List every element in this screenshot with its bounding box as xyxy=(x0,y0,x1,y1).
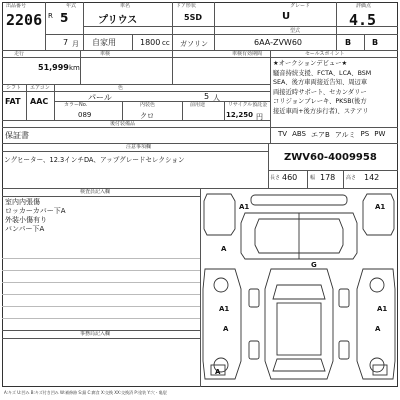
legend-text: A:キズ U:凹み B:キズ付き凹み W:補修跡 S:錆 C:腐食 X:交換 XX:交換済 P:塗装 Y:穴・亀裂 xyxy=(4,390,167,395)
shift: FAT xyxy=(5,97,21,106)
warranty: 保証書 xyxy=(5,131,29,140)
type-label: 型式 xyxy=(290,28,301,34)
inspection-label: 車検 xyxy=(100,51,111,57)
sales-line: 騒音持続支援、FCTA、LCA、BSM xyxy=(273,69,372,77)
yen-unit: 円 xyxy=(256,113,263,121)
length-label: 長さ xyxy=(270,175,281,181)
equipment-pw: PW xyxy=(374,130,386,138)
height-label: 高さ xyxy=(346,175,357,181)
sales-point-text xyxy=(273,59,397,116)
air-conditioner: AAC xyxy=(30,97,49,106)
color: パール xyxy=(88,93,112,102)
year-label: 年式 xyxy=(66,3,77,9)
displacement: 1800 xyxy=(140,38,161,47)
equipment-airbag: エアB xyxy=(311,131,330,139)
notes-title: 注意事項欄 xyxy=(126,144,152,150)
inspector-line: 外装小傷有り xyxy=(5,216,47,224)
inspection-period-label: 車検有効期間 xyxy=(232,51,263,57)
lot-number: 2206 xyxy=(6,11,43,29)
interior-color: クロ xyxy=(140,112,154,120)
mark-g-roof: G xyxy=(311,261,317,269)
odo-unit: km xyxy=(69,64,80,72)
year: 5 xyxy=(60,11,69,25)
notes-text: ングヒーター、12.3インチDA、アップグレードセレクション xyxy=(4,156,185,164)
mark-a-left: A xyxy=(221,245,227,253)
equipment-ps: PS xyxy=(360,130,370,138)
mark-a1-rear-right: A1 xyxy=(375,203,386,211)
seats: 5 xyxy=(204,92,210,101)
model-name: プリウス xyxy=(98,15,138,26)
sales-line: SEA、後方車両接近告知、周辺車 xyxy=(273,79,368,86)
equipment-alloy: アルミ xyxy=(334,131,356,139)
era: R xyxy=(48,12,53,20)
ac-label: エアコン xyxy=(30,85,50,91)
height: 142 xyxy=(364,173,380,182)
prev-use-label: 前用途 xyxy=(190,102,206,108)
inspector-line: 室内内張傷 xyxy=(5,198,40,206)
width-label: 幅 xyxy=(310,175,316,181)
mark-a-rear-bumper: A xyxy=(215,368,221,376)
odo-label: 走行 xyxy=(14,51,25,57)
length: 460 xyxy=(282,173,298,182)
interior-color-label: 内装色 xyxy=(140,102,156,108)
shift-label: シフト xyxy=(6,85,22,91)
equipment-list xyxy=(278,130,385,140)
grade: U xyxy=(282,11,291,22)
history-label: 後付装備品 xyxy=(110,121,136,127)
damage-diagram xyxy=(201,189,397,386)
width: 178 xyxy=(320,173,336,182)
chassis-number: ZWV60-4009958 xyxy=(284,152,377,163)
month-unit: 月 xyxy=(72,40,79,48)
sales-line: コリジョンブレーキ、PKSB(後方 xyxy=(273,98,367,105)
seats-unit: 人 xyxy=(213,94,220,102)
score: 4.5 xyxy=(349,11,377,29)
fuel-type: ガソリン xyxy=(180,40,208,48)
equipment-tv: TV xyxy=(278,130,288,138)
color-label: 色 xyxy=(118,85,124,91)
color-no-label: カラーNo. xyxy=(64,102,88,108)
cc-unit: cc xyxy=(162,39,170,47)
doors-label: ドア形状 xyxy=(176,3,196,9)
grade-label: グレード xyxy=(290,3,311,9)
inspector-line: ロッカーカバー下A xyxy=(5,207,66,215)
office-title: 事務局記入欄 xyxy=(80,331,111,337)
mark-a1-right-rocker: A1 xyxy=(377,305,388,313)
inspector-notes xyxy=(5,198,66,234)
recycle-label: リサイクル預託金 xyxy=(228,102,268,108)
model-label: 車名 xyxy=(120,3,131,9)
mark-a1-front-left: A1 xyxy=(239,203,250,211)
recycle-fee: 12,250 xyxy=(226,111,254,119)
equipment-abs: ABS xyxy=(292,130,306,138)
month: 7 xyxy=(63,38,69,47)
sales-line: 両接近時サポート、セカンダリー xyxy=(273,88,367,96)
mark-a1-left-rocker: A1 xyxy=(219,305,230,313)
inspector-title: 検査員記入欄 xyxy=(80,189,111,195)
mark-a-right-lower: A xyxy=(375,325,381,333)
use-type: 自家用 xyxy=(92,38,116,47)
inspector-line: バンパー下A xyxy=(5,225,45,233)
sales-line: ★オークションデビュー★ xyxy=(273,60,348,67)
color-number: 089 xyxy=(78,111,92,119)
sales-line: 接近車両+後方歩行者)、ステアリ xyxy=(273,107,369,115)
mark-a-left-lower: A xyxy=(223,325,229,333)
exterior-grade: B xyxy=(372,38,379,47)
score-label: 評価点 xyxy=(356,3,372,9)
sales-point-title: セールスポイント xyxy=(305,51,345,57)
interior-grade: B xyxy=(345,38,352,47)
door-type: 5SD xyxy=(184,13,202,22)
lot-label: 出品番号 xyxy=(6,3,27,9)
odometer: 51,999 xyxy=(38,63,69,72)
model-type: 6AA-ZVW60 xyxy=(254,38,303,47)
